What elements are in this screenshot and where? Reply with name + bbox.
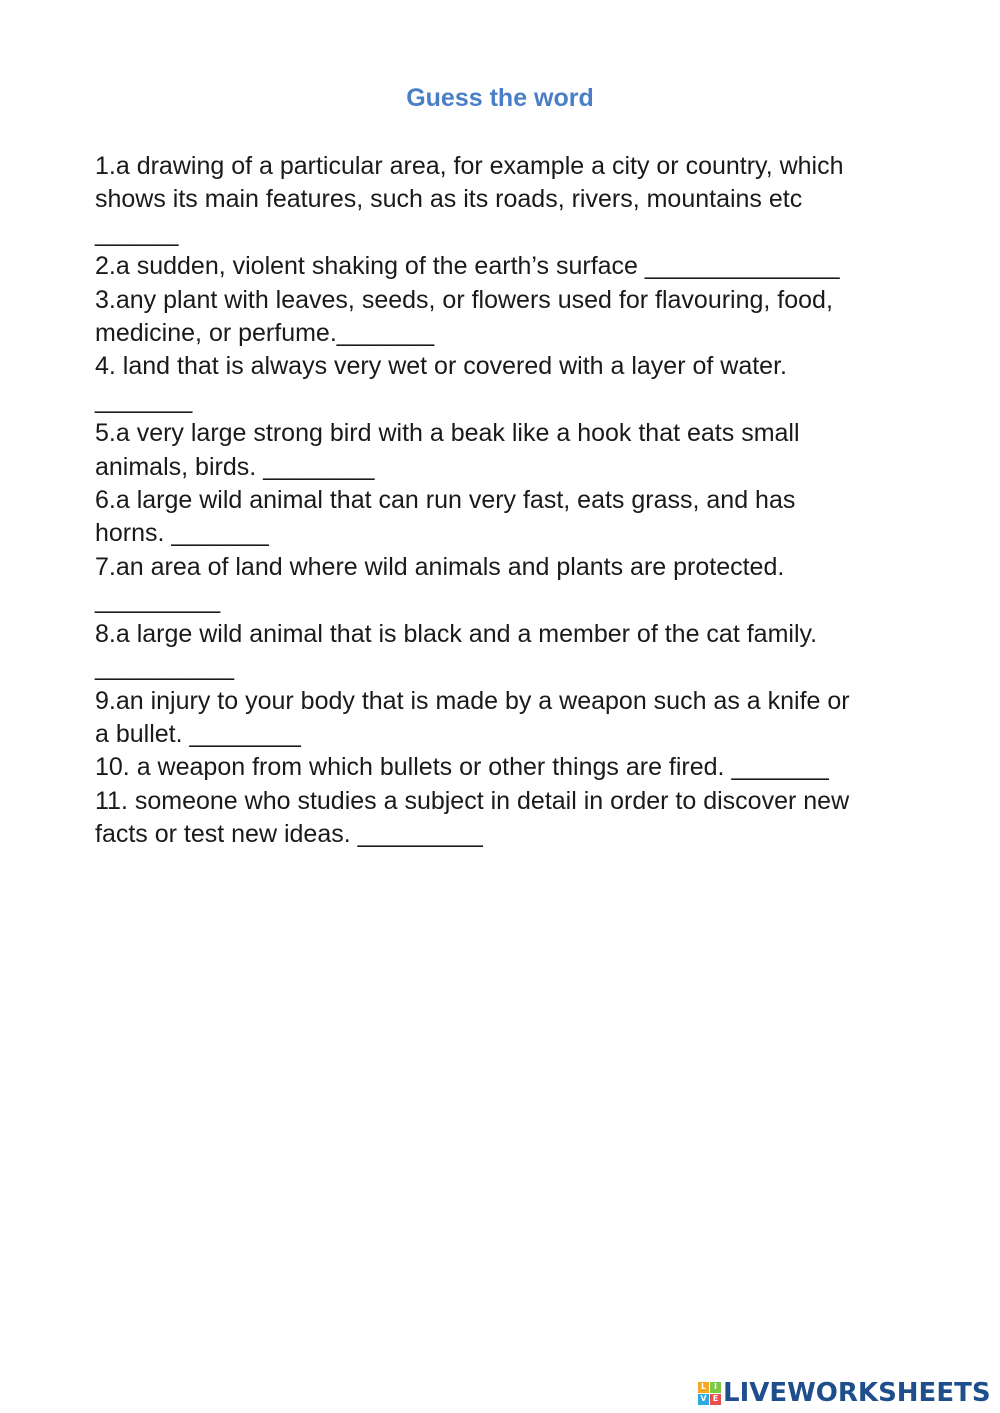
question-10-line-1: 10. a weapon from which bullets or other things are fired. _______: [95, 753, 829, 782]
logo-icon-tile: V: [698, 1394, 709, 1405]
question-list: [95, 150, 915, 852]
question-1-blank: ______: [95, 218, 179, 247]
logo-text: LIVEWORKSHEETS: [723, 1378, 991, 1408]
question-8-line-1: 8.a large wild animal that is black and a member of the cat family.: [95, 619, 818, 648]
question-4-line-1: 4. land that is always very wet or covered with a layer of water.: [95, 352, 787, 381]
question-11-line-2: facts or test new ideas. _________: [95, 820, 483, 849]
question-7-line-1: 7.an area of land where wild animals and plants are protected.: [95, 552, 785, 581]
question-9-line-2: a bullet. ________: [95, 719, 301, 748]
question-1-line-1: 1.a drawing of a particular area, for example a city or country, which: [95, 152, 844, 180]
question-9-line-1: 9.an injury to your body that is made by a weapon such as a knife or: [95, 686, 850, 715]
logo-icon-tile: L: [698, 1382, 709, 1393]
logo-icon-tile: I: [710, 1382, 721, 1393]
question-5-line-1: 5.a very large strong bird with a beak like a hook that eats small: [95, 419, 800, 448]
question-6-line-2: horns. _______: [95, 519, 269, 548]
question-3-line-2: medicine, or perfume._______: [95, 319, 435, 348]
question-3-line-1: 3.any plant with leaves, seeds, or flowers used for flavouring, food,: [95, 285, 833, 314]
liveworksheets-logo-icon: [698, 1382, 721, 1405]
question-2-line-1: 2.a sudden, violent shaking of the earth’s surface ______________: [95, 252, 840, 281]
question-5-line-2: animals, birds. ________: [95, 452, 375, 481]
page-title: Guess the word: [406, 84, 594, 112]
question-1-line-2: shows its main features, such as its roads, rivers, mountains etc: [95, 185, 803, 214]
question-7-blank: _________: [95, 586, 221, 615]
question-4-blank: _______: [95, 385, 193, 414]
question-11-line-1: 11. someone who studies a subject in detail in order to discover new: [95, 786, 850, 815]
question-8-blank: __________: [95, 653, 235, 682]
logo-icon-tile: E: [710, 1394, 721, 1405]
question-6-line-1: 6.a large wild animal that can run very fast, eats grass, and has: [95, 486, 796, 515]
liveworksheets-logo: [698, 1373, 991, 1413]
